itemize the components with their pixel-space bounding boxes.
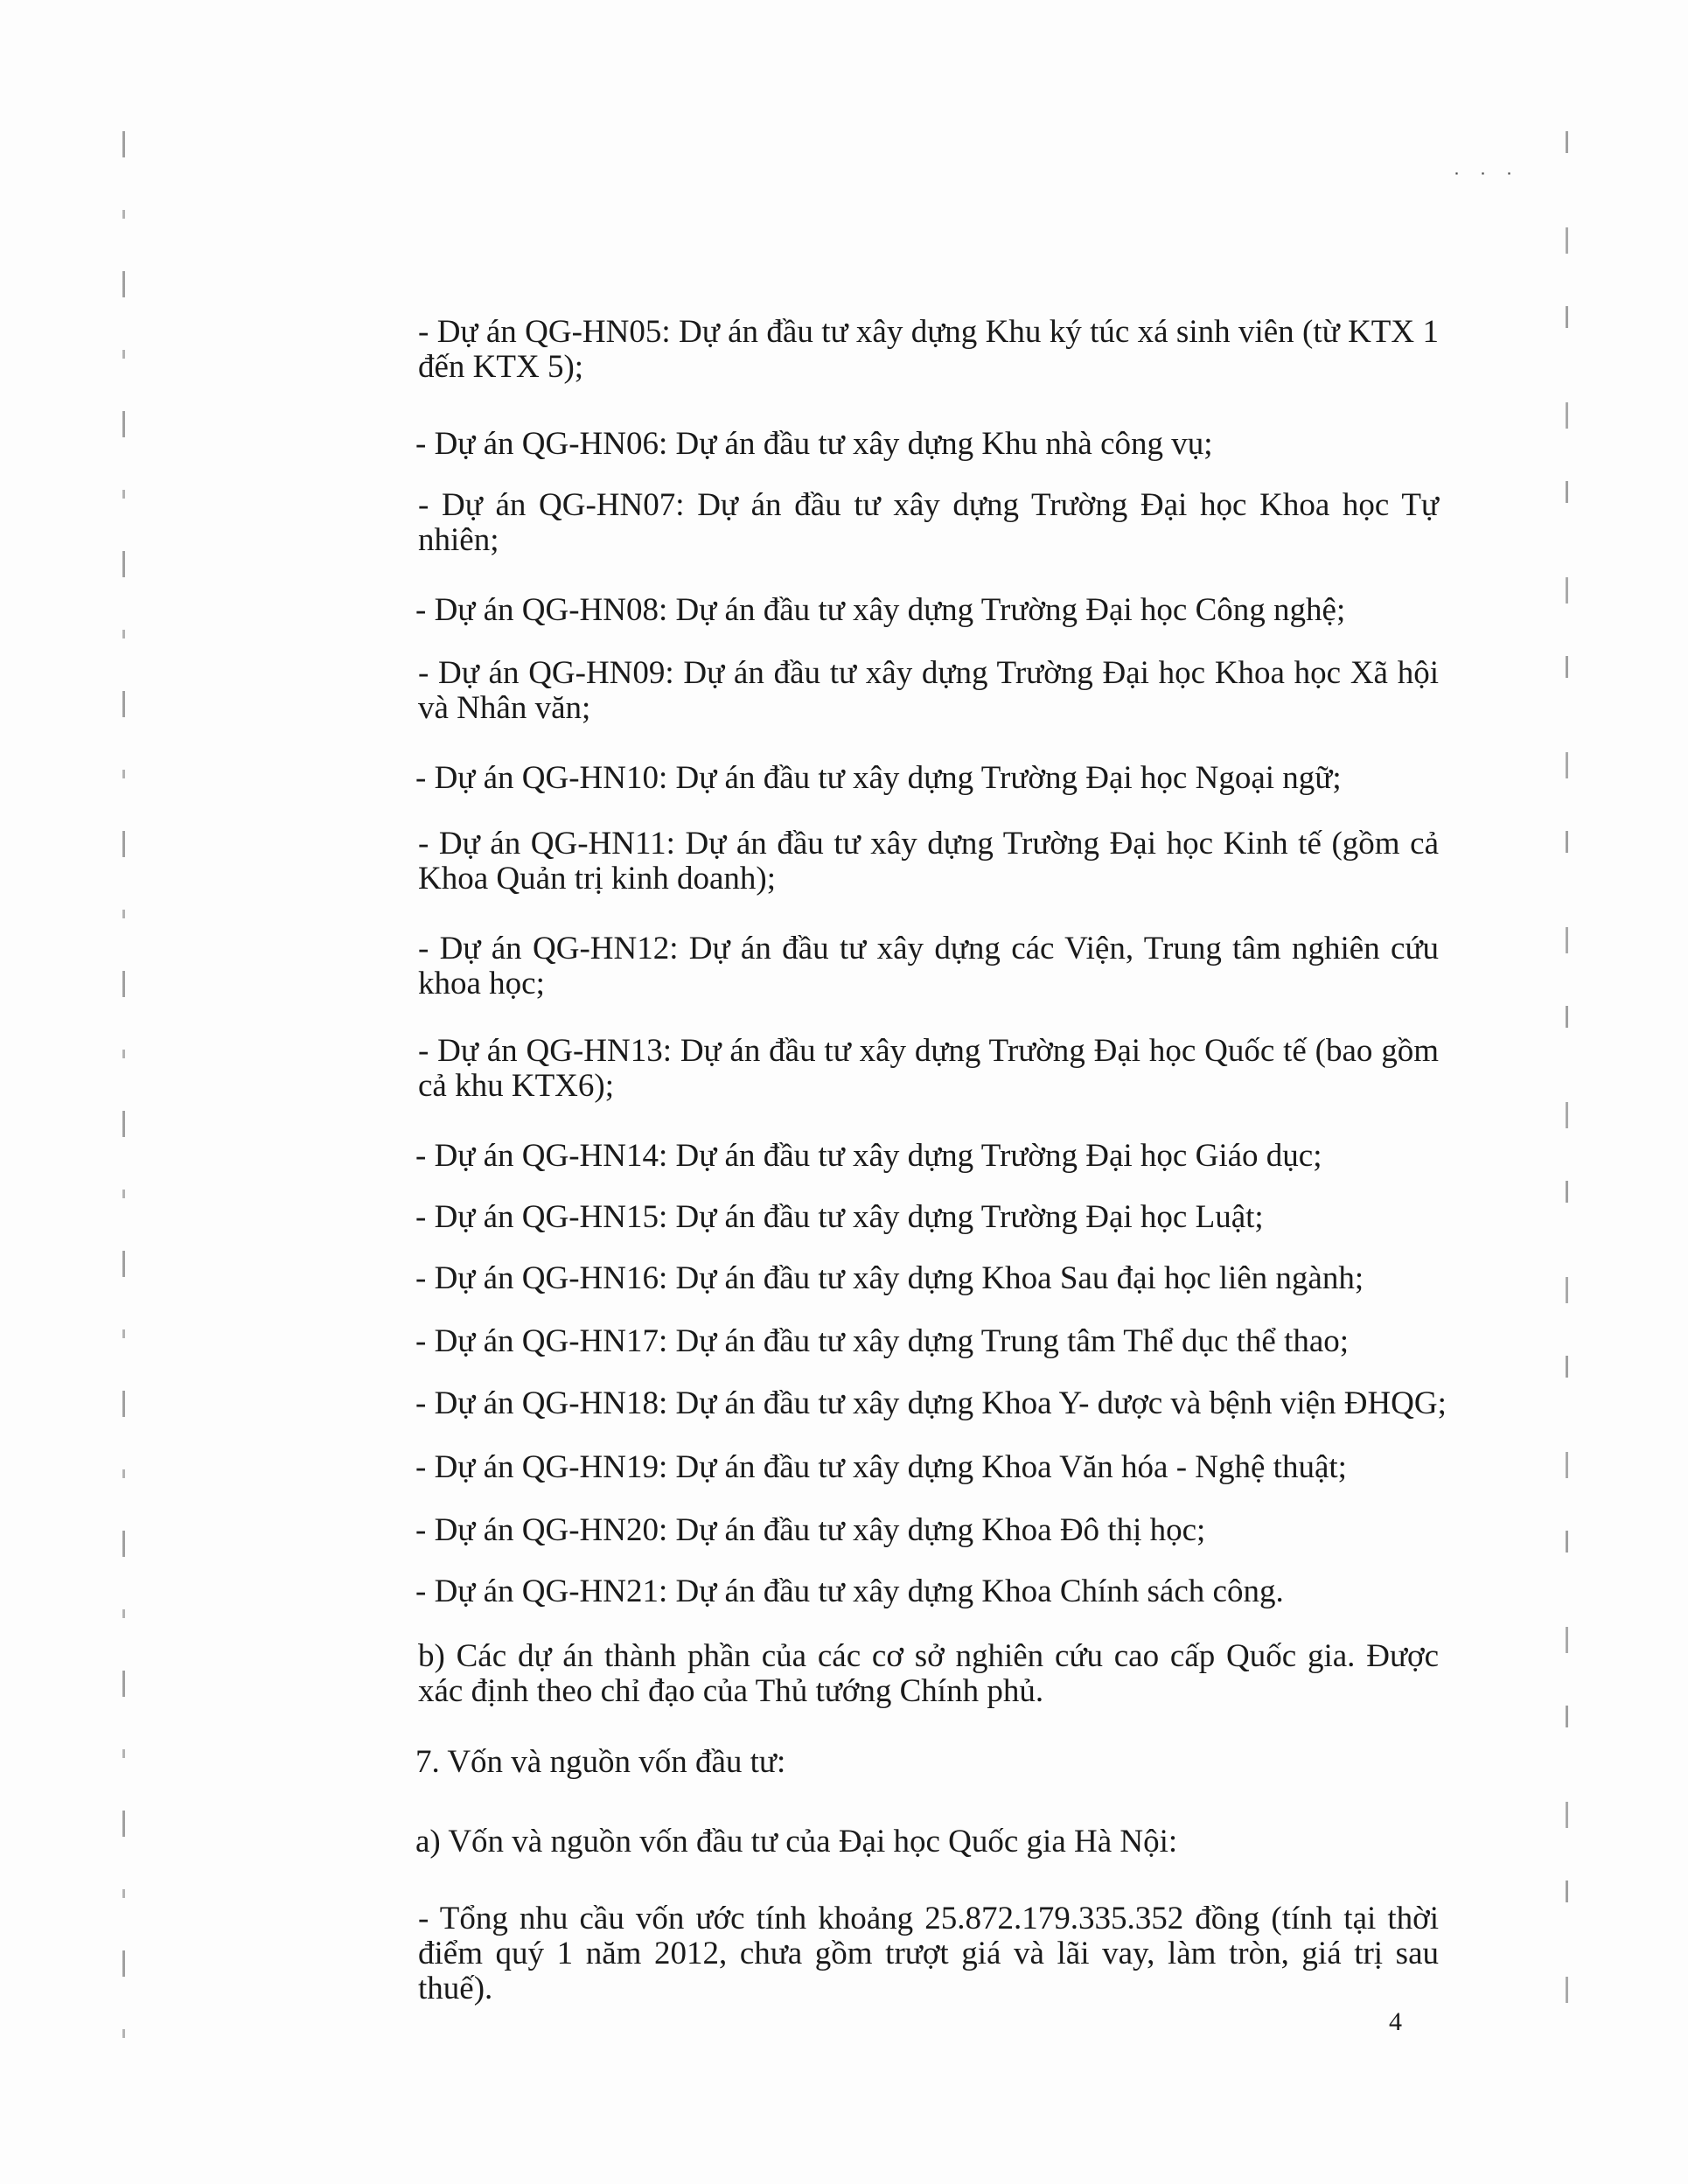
paragraph: - Dự án QG-HN20: Dự án đầu tư xây dựng Khoa Đô thị học; <box>415 1512 1206 1548</box>
paragraph-text: - Dự án QG-HN11: Dự án đầu tư xây dựng Trường Đại học Kinh tế (gồm cả Khoa Quản trị kinh doanh); <box>418 826 1439 897</box>
paragraph: - Dự án QG-HN16: Dự án đầu tư xây dựng Khoa Sau đại học liên ngành; <box>415 1260 1364 1296</box>
paragraph <box>350 315 1439 385</box>
paragraph: - Dự án QG-HN06: Dự án đầu tư xây dựng Khu nhà công vụ; <box>415 426 1213 462</box>
paragraph <box>350 827 1439 897</box>
page-number: 4 <box>1389 2007 1402 2036</box>
paragraph: a) Vốn và nguồn vốn đầu tư của Đại học Quốc gia Hà Nội: <box>415 1824 1178 1860</box>
scan-edge-left <box>122 131 125 2055</box>
paragraph-text: - Tổng nhu cầu vốn ước tính khoảng 25.872.179.335.352 đồng (tính tại thời điểm quý 1 năm 2012, chưa gồm trượt giá và lãi vay, làm tròn, giá trị sau thuế). <box>418 1901 1439 2006</box>
scan-specks: ˙ ˙ ˙ <box>1452 171 1519 192</box>
paragraph-text: - Dự án QG-HN05: Dự án đầu tư xây dựng Khu ký túc xá sinh viên (từ KTX 1 đến KTX 5); <box>418 314 1439 385</box>
paragraph: - Dự án QG-HN18: Dự án đầu tư xây dựng Khoa Y- dược và bệnh viện ĐHQG; <box>415 1385 1447 1421</box>
paragraph-text: - Dự án QG-HN12: Dự án đầu tư xây dựng các Viện, Trung tâm nghiên cứu khoa học; <box>418 931 1439 1001</box>
paragraph <box>350 656 1439 726</box>
paragraph <box>350 932 1439 1001</box>
paragraph: - Dự án QG-HN10: Dự án đầu tư xây dựng Trường Đại học Ngoại ngữ; <box>415 760 1342 796</box>
paragraph-text: - Dự án QG-HN07: Dự án đầu tư xây dựng Trường Đại học Khoa học Tự nhiên; <box>418 487 1439 558</box>
paragraph-text: b) Các dự án thành phần của các cơ sở nghiên cứu cao cấp Quốc gia. Được xác định theo chỉ đạo của Thủ tướng Chính phủ. <box>418 1638 1439 1709</box>
paragraph <box>350 1639 1439 1709</box>
paragraph: - Dự án QG-HN19: Dự án đầu tư xây dựng Khoa Văn hóa - Nghệ thuật; <box>415 1449 1347 1485</box>
paragraph: - Dự án QG-HN14: Dự án đầu tư xây dựng Trường Đại học Giáo dục; <box>415 1138 1322 1174</box>
paragraph: - Dự án QG-HN15: Dự án đầu tư xây dựng Trường Đại học Luật; <box>415 1199 1264 1235</box>
paragraph: - Dự án QG-HN21: Dự án đầu tư xây dựng Khoa Chính sách công. <box>415 1573 1284 1609</box>
paragraph <box>350 1034 1439 1104</box>
paragraph <box>350 1901 1439 2006</box>
paragraph: 7. Vốn và nguồn vốn đầu tư: <box>415 1744 786 1780</box>
paragraph-text: - Dự án QG-HN13: Dự án đầu tư xây dựng Trường Đại học Quốc tế (bao gồm cả khu KTX6); <box>418 1033 1439 1104</box>
paragraph <box>350 488 1439 558</box>
scan-edge-right <box>1566 131 1568 2012</box>
paragraph: - Dự án QG-HN08: Dự án đầu tư xây dựng Trường Đại học Công nghệ; <box>415 592 1346 628</box>
paragraph: - Dự án QG-HN17: Dự án đầu tư xây dựng Trung tâm Thể dục thể thao; <box>415 1323 1350 1359</box>
paragraph-text: - Dự án QG-HN09: Dự án đầu tư xây dựng Trường Đại học Khoa học Xã hội và Nhân văn; <box>418 655 1439 726</box>
